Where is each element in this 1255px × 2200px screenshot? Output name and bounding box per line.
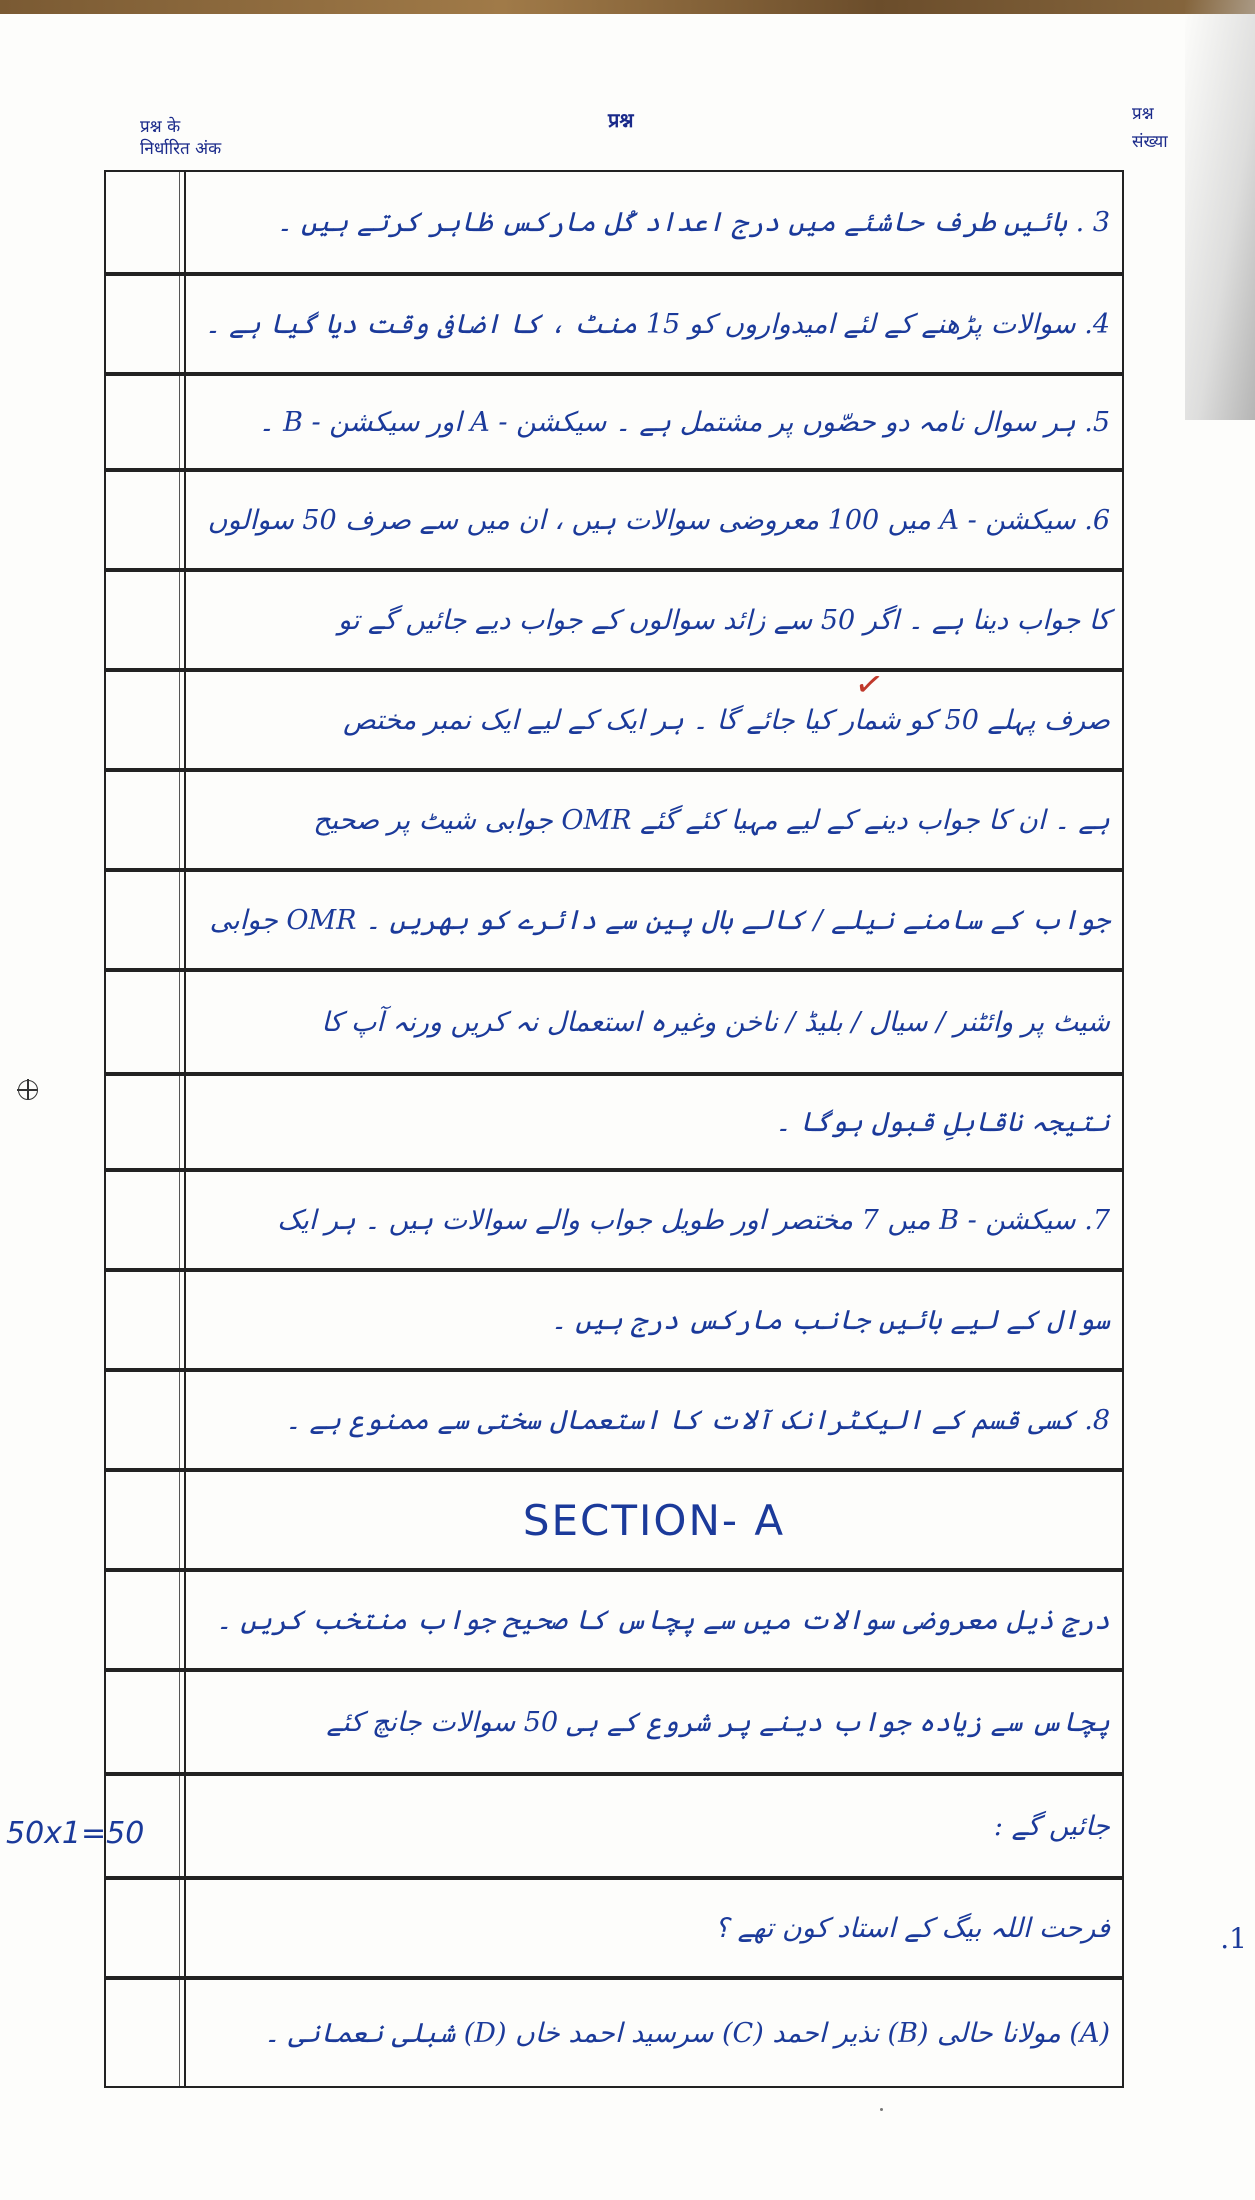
marks-cell xyxy=(106,1076,186,1168)
table-row xyxy=(104,1170,1124,1270)
table-row xyxy=(104,1370,1124,1470)
row-text: کا جواب دینا ہے ۔ اگر 50 سے زائد سوالوں کے جواب دیے جائیں گے تو xyxy=(338,604,1110,636)
row-text: 6. سیکشن - A میں 100 معروضی سوالات ہیں ، ان میں سے صرف 50 سوالوں xyxy=(207,504,1110,536)
marks-cell xyxy=(106,1472,186,1568)
marks-cell xyxy=(106,972,186,1072)
marks-cell xyxy=(106,872,186,968)
header-left-line2: निर्धारित अंक xyxy=(140,139,222,159)
row-text: 4. سوالات پڑھنے کے لئے امیدواروں کو 15 منٹ ، کا اضافی وقت دیا گیا ہے ۔ xyxy=(204,308,1110,340)
table-row xyxy=(104,170,1124,274)
row-text: صرف پہلے 50 کو شمار کیا جائے گا ۔ ہر ایک کے لیے ایک نمبر مختص xyxy=(343,704,1110,736)
table-row xyxy=(104,570,1124,670)
table-row xyxy=(104,870,1124,970)
marks-cell xyxy=(106,276,186,372)
row-text: 3 . بائیں طرف حاشئے میں درج اعداد کُل مارکس ظاہر کرتے ہیں ۔ xyxy=(276,206,1110,238)
table-row xyxy=(104,1670,1124,1774)
table-row xyxy=(104,1978,1124,2088)
marks-cell xyxy=(106,772,186,868)
row-text: 5. ہر سوال نامہ دو حصّوں پر مشتمل ہے ۔ سیکشن - A اور سیکشن - B ۔ xyxy=(258,406,1110,438)
header-right-line2: संख्या xyxy=(1132,132,1168,152)
table-row xyxy=(104,1774,1124,1878)
header-center: प्रश्न xyxy=(608,108,634,132)
marks-cell xyxy=(106,1572,186,1668)
page-fold-shadow xyxy=(1185,0,1255,420)
marks-cell xyxy=(106,376,186,468)
row-text: نتیجہ ناقابلِ قبول ہوگا ۔ xyxy=(775,1106,1110,1138)
table-row xyxy=(104,1878,1124,1978)
marks-cell xyxy=(106,1172,186,1268)
marks-cell xyxy=(106,572,186,668)
marks-cell xyxy=(106,472,186,568)
row-text: پچاس سے زیادہ جواب دینے پر شروع کے ہی 50 سوالات جانچ کئے xyxy=(326,1706,1110,1738)
marks-cell xyxy=(106,1272,186,1368)
header-left xyxy=(140,116,221,160)
marks-cell xyxy=(106,672,186,768)
table-row xyxy=(104,470,1124,570)
section-heading: SECTION- A xyxy=(522,1495,786,1545)
marks-cell xyxy=(106,1372,186,1468)
table-row xyxy=(104,274,1124,374)
header-left-line1: प्रश्न के xyxy=(140,117,181,137)
table-row xyxy=(104,1470,1124,1570)
table-row xyxy=(104,374,1124,470)
marks-cell xyxy=(106,1980,186,2086)
row-text: جائیں گے : xyxy=(993,1810,1110,1842)
question-text: فرحت اللہ بیگ کے استاد کون تھے ؟ xyxy=(714,1912,1110,1944)
header-right-line1: प्रश्न xyxy=(1132,104,1154,124)
ink-dot xyxy=(880,2108,883,2111)
marks-annotation: 50x1=50 xyxy=(6,1816,145,1851)
table-row xyxy=(104,1570,1124,1670)
red-tick-mark-icon: ✓ xyxy=(851,662,887,708)
table-row xyxy=(104,1270,1124,1370)
row-text: سوال کے لیے بائیں جانب مارکس درج ہیں ۔ xyxy=(550,1304,1110,1336)
registration-mark-icon xyxy=(18,1080,38,1100)
header-right xyxy=(1132,100,1168,156)
table-row xyxy=(104,770,1124,870)
table-row xyxy=(104,670,1124,770)
row-text: درجِ ذیل معروضی سوالات میں سے پچاس کا صحیح جواب منتخب کریں ۔ xyxy=(215,1604,1110,1636)
row-text: شیٹ پر وائٹنر / سیال / بلیڈ / ناخن وغیرہ استعمال نہ کریں ورنہ آپ کا xyxy=(321,1006,1110,1038)
row-text: 8. کسی قسم کے الیکٹرانک آلات کا استعمال سختی سے ممنوع ہے ۔ xyxy=(285,1404,1110,1436)
question-number: .1 xyxy=(1220,1922,1247,1955)
answer-options: (A) مولانا حالی (B) نذیر احمد (C) سرسید احمد خاں (D) شبلی نعمانی ۔ xyxy=(263,2017,1110,2049)
row-text: جواب کے سامنے نیلے / کالے بال پین سے دائرے کو بھریں ۔ OMR جوابی xyxy=(209,904,1110,936)
table-row xyxy=(104,1074,1124,1170)
ruled-table xyxy=(104,170,1124,2088)
table-edge-background xyxy=(0,0,1255,14)
table-row xyxy=(104,970,1124,1074)
marks-cell xyxy=(106,1880,186,1976)
row-text: 7. سیکشن - B میں 7 مختصر اور طویل جواب والے سوالات ہیں ۔ ہر ایک xyxy=(277,1204,1110,1236)
marks-cell xyxy=(106,1672,186,1772)
marks-cell xyxy=(106,172,186,272)
row-text: ہے ۔ ان کا جواب دینے کے لیے مہیا کئے گئے OMR جوابی شیٹ پر صحیح xyxy=(313,804,1110,836)
